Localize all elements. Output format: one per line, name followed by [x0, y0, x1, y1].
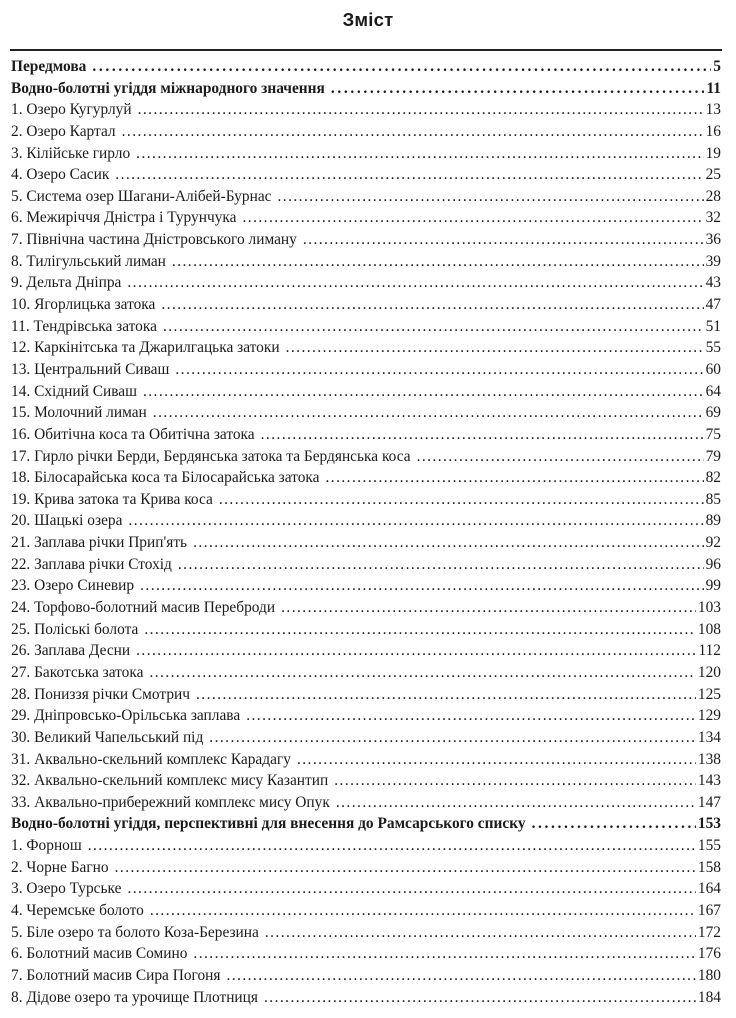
dot-leader	[277, 186, 703, 208]
toc-entry-title: 30. Великий Чапельський під	[11, 728, 204, 746]
toc-entry[interactable]	[11, 489, 721, 511]
dot-leader	[149, 662, 695, 684]
toc-entry[interactable]	[11, 792, 721, 814]
dot-leader	[127, 878, 695, 900]
toc-entry-page: 147	[697, 793, 721, 811]
toc-entry-page: 129	[697, 707, 721, 725]
dot-leader	[115, 164, 703, 186]
toc-entry[interactable]	[11, 381, 721, 403]
toc-entry-page: 103	[697, 599, 721, 617]
toc-entry[interactable]	[11, 749, 721, 771]
toc-entry-title: 7. Північна частина Дністровського лиману	[11, 231, 297, 249]
dot-leader	[150, 900, 696, 922]
dot-leader	[264, 987, 696, 1009]
toc-entry[interactable]	[11, 878, 721, 900]
toc-entry-page: 164	[697, 880, 721, 898]
dot-leader	[334, 770, 696, 792]
toc-entry[interactable]	[11, 575, 721, 597]
toc-entry-title: 1. Озеро Кугурлуй	[11, 101, 132, 119]
toc-entry-page: 47	[705, 296, 721, 314]
toc-entry-title: Передмова	[11, 58, 87, 75]
dot-leader	[143, 381, 704, 403]
dot-leader	[193, 532, 704, 554]
toc-section-entry[interactable]	[11, 56, 721, 78]
toc-entry-page: 39	[705, 252, 721, 270]
toc-entry-page: 153	[697, 815, 721, 833]
toc-entry[interactable]	[11, 99, 721, 121]
toc-entry-title: 2. Озеро Картал	[11, 122, 116, 140]
toc-entry[interactable]	[11, 316, 721, 338]
toc-entry[interactable]	[11, 229, 721, 251]
toc-entry[interactable]	[11, 272, 721, 294]
toc-entry-page: 36	[705, 231, 721, 249]
toc-entry[interactable]	[11, 121, 721, 143]
dot-leader	[178, 554, 704, 576]
toc-entry-page: 96	[705, 555, 721, 573]
toc-entry-page: 85	[705, 490, 721, 508]
dot-leader	[219, 489, 704, 511]
dot-leader	[92, 56, 711, 78]
toc-entry-page: 5	[713, 58, 721, 75]
toc-entry[interactable]	[11, 251, 721, 273]
dot-leader	[136, 640, 696, 662]
toc-entry-page: 32	[705, 209, 721, 227]
toc-entry-title: 4. Черемське болото	[11, 901, 144, 919]
dot-leader	[138, 99, 704, 121]
toc-entry-title: 9. Дельта Дніпра	[11, 274, 122, 292]
toc-entry-title: 33. Аквально-прибережний комплекс мису Опук	[11, 793, 330, 811]
toc-entry-page: 89	[705, 512, 721, 530]
toc-entry-title: 8. Дідове озеро та урочище Плотниця	[11, 988, 258, 1006]
dot-leader	[128, 510, 703, 532]
dot-leader	[417, 446, 704, 468]
toc-entry-title: 5. Біле озеро та болото Коза-Березина	[11, 923, 259, 941]
dot-leader	[281, 597, 696, 619]
toc-entry-title: 26. Заплава Десни	[11, 642, 131, 660]
dot-leader	[136, 143, 703, 165]
toc-entry-page: 184	[697, 988, 721, 1006]
toc-entry-title: 13. Центральний Сиваш	[11, 360, 170, 378]
toc-entry-page: 143	[697, 772, 721, 790]
toc-entry-page: 19	[705, 144, 721, 162]
toc-entry[interactable]	[11, 619, 721, 641]
toc-entry[interactable]	[11, 186, 721, 208]
toc-entry[interactable]	[11, 922, 721, 944]
toc-entry-title: 3. Кілійське гирло	[11, 144, 131, 162]
dot-leader	[127, 272, 703, 294]
toc-entry-title: 32. Аквально-скельний комплекс мису Казантип	[11, 772, 329, 790]
toc-entry-title: 10. Ягорлицька затока	[11, 296, 156, 314]
toc-entry[interactable]	[11, 857, 721, 879]
toc-entry-page: 43	[705, 274, 721, 292]
dot-leader	[242, 207, 703, 229]
toc-entry-page: 120	[697, 663, 721, 681]
toc-entry-title: 6. Межиріччя Дністра і Турунчука	[11, 209, 237, 227]
toc-entry-title: 4. Озеро Сасик	[11, 166, 110, 184]
toc-entry[interactable]	[11, 597, 721, 619]
toc-entry-title: 12. Каркінітська та Джарилгацька затоки	[11, 339, 280, 357]
toc-entry-title: 8. Тилігульський лиман	[11, 252, 166, 270]
toc-entry-title: 22. Заплава річки Стохід	[11, 555, 172, 573]
title-divider	[10, 49, 722, 51]
toc-entry-page: 75	[705, 425, 721, 443]
toc-entry[interactable]	[11, 705, 721, 727]
page-title: Зміст	[342, 9, 394, 30]
dot-leader	[193, 943, 696, 965]
toc-entry-title: 23. Озеро Синевир	[11, 577, 135, 595]
toc-entry-page: 55	[705, 339, 721, 357]
toc-entry-page: 125	[697, 685, 721, 703]
dot-leader	[261, 424, 704, 446]
dot-leader	[196, 684, 696, 706]
table-of-contents	[11, 56, 721, 1008]
toc-entry-page: 180	[697, 966, 721, 984]
dot-leader	[246, 705, 696, 727]
toc-entry-title: 7. Болотний масив Сира Погоня	[11, 966, 221, 984]
toc-entry-title: 29. Дніпровсько-Орільська заплава	[11, 707, 241, 725]
toc-entry-page: 28	[705, 187, 721, 205]
toc-entry-title: 11. Тендрівська затока	[11, 317, 157, 335]
dot-leader	[88, 835, 696, 857]
toc-entry-title: 5. Система озер Шагани-Алібей-Бурнас	[11, 187, 272, 205]
toc-section-entry[interactable]	[11, 78, 721, 100]
toc-entry-title: 18. Білосарайська коса та Білосарайська затока	[11, 469, 320, 487]
toc-entry[interactable]	[11, 532, 721, 554]
toc-entry[interactable]	[11, 294, 721, 316]
toc-entry-page: 138	[697, 750, 721, 768]
dot-leader	[532, 813, 696, 835]
dot-leader	[303, 229, 704, 251]
toc-entry-page: 176	[697, 945, 721, 963]
dot-leader	[331, 78, 705, 100]
toc-entry-title: 14. Східний Сиваш	[11, 382, 137, 400]
toc-entry-page: 92	[705, 534, 721, 552]
toc-entry[interactable]	[11, 965, 721, 987]
toc-entry-page: 69	[705, 404, 721, 422]
dot-leader	[209, 727, 696, 749]
toc-entry-title: 25. Поліські болота	[11, 620, 139, 638]
toc-entry-title: Водно-болотні угіддя міжнародного значення	[11, 79, 325, 97]
toc-entry-title: 17. Гирло річки Берди, Бердянська затока та Бердянська коса	[11, 447, 411, 465]
dot-leader	[286, 337, 704, 359]
toc-entry-title: 6. Болотний масив Сомино	[11, 945, 188, 963]
toc-entry-page: 13	[705, 101, 721, 119]
toc-entry-page: 112	[698, 642, 721, 660]
toc-entry-title: 21. Заплава річки Прип'ять	[11, 534, 188, 552]
toc-entry[interactable]	[11, 467, 721, 489]
toc-entry-page: 16	[705, 122, 721, 140]
toc-entry-title: 20. Шацькі озера	[11, 512, 123, 530]
toc-entry-page: 64	[705, 382, 721, 400]
dot-leader	[265, 922, 696, 944]
dot-leader	[336, 792, 696, 814]
toc-entry-title: 19. Крива затока та Крива коса	[11, 490, 213, 508]
toc-entry-page: 158	[697, 858, 721, 876]
toc-section-entry[interactable]	[11, 813, 721, 835]
toc-entry-page: 108	[697, 620, 721, 638]
toc-entry[interactable]	[11, 164, 721, 186]
toc-entry-page: 99	[705, 577, 721, 595]
dot-leader	[226, 965, 695, 987]
toc-entry-page: 51	[705, 317, 721, 335]
toc-entry-title: 31. Аквально-скельний комплекс Карадагу	[11, 750, 291, 768]
toc-entry[interactable]	[11, 987, 721, 1009]
toc-entry[interactable]	[11, 943, 721, 965]
dot-leader	[172, 251, 704, 273]
toc-entry[interactable]	[11, 510, 721, 532]
toc-entry-title: Водно-болотні угіддя, перспективні для внесення до Рамсарського списку	[11, 815, 526, 833]
toc-entry[interactable]	[11, 359, 721, 381]
toc-entry[interactable]	[11, 554, 721, 576]
toc-entry[interactable]	[11, 662, 721, 684]
dot-leader	[144, 619, 696, 641]
toc-entry-page: 79	[705, 447, 721, 465]
dot-leader	[175, 359, 703, 381]
toc-entry[interactable]	[11, 207, 721, 229]
toc-entry-page: 11	[706, 79, 721, 97]
toc-entry-title: 27. Бакотська затока	[11, 663, 144, 681]
toc-entry-title: 2. Чорне Багно	[11, 858, 109, 876]
toc-entry[interactable]	[11, 337, 721, 359]
dot-leader	[163, 316, 704, 338]
toc-entry-title: 28. Пониззя річки Смотрич	[11, 685, 190, 703]
toc-entry-page: 60	[705, 360, 721, 378]
dot-leader	[325, 467, 703, 489]
toc-entry-title: 24. Торфово-болотний масив Переброди	[11, 599, 276, 617]
toc-entry-page: 172	[697, 923, 721, 941]
toc-entry[interactable]	[11, 770, 721, 792]
toc-entry[interactable]	[11, 835, 721, 857]
toc-entry[interactable]	[11, 424, 721, 446]
dot-leader	[122, 121, 704, 143]
toc-entry-page: 134	[697, 728, 721, 746]
toc-entry[interactable]	[11, 684, 721, 706]
toc-entry-title: 1. Форнош	[11, 837, 82, 855]
toc-entry-page: 167	[697, 901, 721, 919]
toc-entry[interactable]	[11, 727, 721, 749]
toc-entry-page: 82	[705, 469, 721, 487]
toc-entry[interactable]	[11, 143, 721, 165]
dot-leader	[153, 402, 704, 424]
toc-entry-title: 15. Молочний лиман	[11, 404, 147, 422]
toc-entry[interactable]	[11, 640, 721, 662]
toc-entry-page: 25	[705, 166, 721, 184]
dot-leader	[115, 857, 696, 879]
toc-entry[interactable]	[11, 402, 721, 424]
toc-entry[interactable]	[11, 446, 721, 468]
dot-leader	[297, 749, 696, 771]
dot-leader	[161, 294, 703, 316]
toc-entry[interactable]	[11, 900, 721, 922]
toc-entry-title: 3. Озеро Турське	[11, 880, 122, 898]
dot-leader	[140, 575, 703, 597]
toc-entry-title: 16. Обитічна коса та Обитічна затока	[11, 425, 255, 443]
toc-entry-page: 155	[697, 837, 721, 855]
